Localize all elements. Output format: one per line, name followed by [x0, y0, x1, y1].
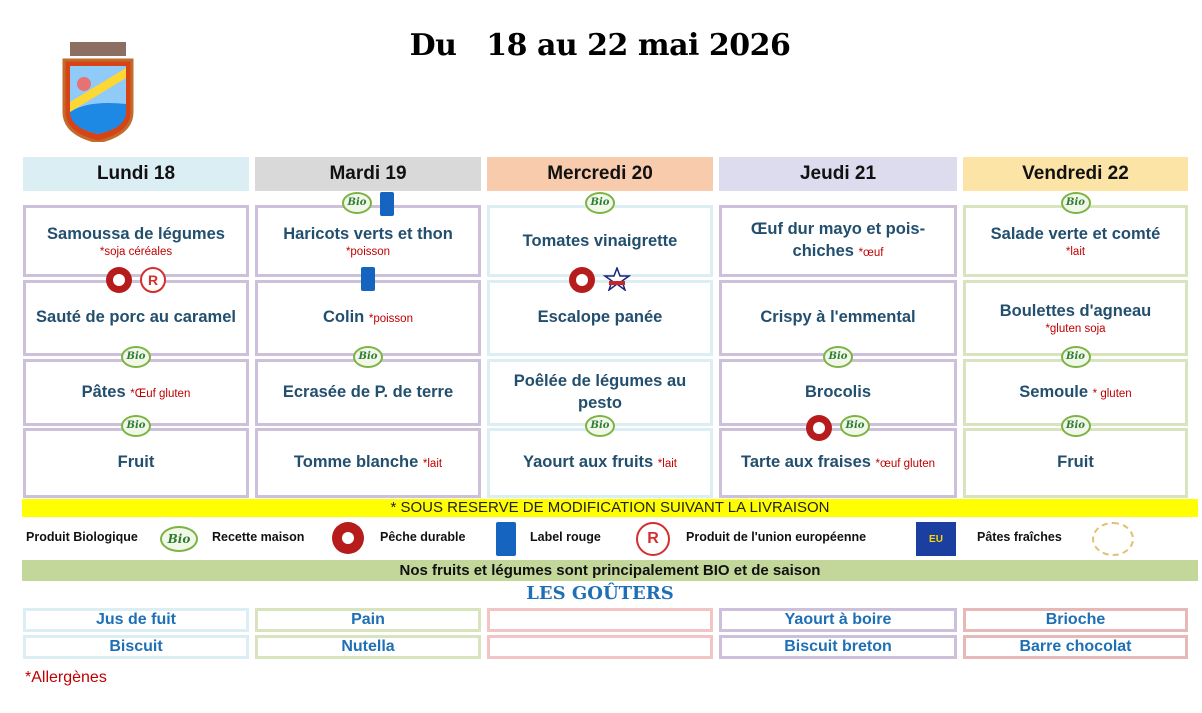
gouter-cell: [487, 635, 713, 659]
meal-cell: [963, 420, 1188, 498]
meal-icons: [258, 267, 478, 291]
gouter-cell: Pain: [255, 608, 481, 632]
bio-icon: Bio: [1061, 192, 1091, 214]
meal-allergens: *Œuf gluten: [130, 387, 191, 400]
meal-allergens: *œuf gluten: [875, 458, 935, 470]
bio-icon: Bio: [353, 346, 383, 368]
meal-name: Poêlée de légumes au pesto: [513, 371, 687, 412]
meal-name: Sauté de porc au caramel: [36, 308, 236, 326]
meal-name: Tomates vinaigrette: [522, 232, 678, 250]
meal-text: [728, 218, 948, 264]
meal-name: Tomme blanche: [293, 453, 419, 471]
gouter-cell: [487, 608, 713, 632]
meal-icons: [490, 192, 710, 214]
meal-name: Semoule: [1019, 382, 1089, 401]
meal-name: Yaourt aux fruits: [523, 453, 654, 471]
meal-icons: [26, 415, 246, 437]
meal-text: [82, 381, 191, 405]
meal-icons: [490, 415, 710, 437]
meal-name: Brocolis: [804, 382, 872, 401]
meal-allergens: * gluten: [1092, 387, 1132, 400]
meal-allergens: *poisson: [368, 313, 413, 325]
meal-icons: [258, 192, 478, 216]
chef-icon: [569, 267, 595, 293]
meal-icons: [722, 346, 954, 368]
meal-cell: [719, 420, 957, 498]
eu-flag-icon: EU: [916, 522, 956, 556]
gouter-cell: Barre chocolat: [963, 635, 1188, 659]
fruit-banner: Nos fruits et légumes sont principalement BIO et de saison: [22, 560, 1198, 581]
meal-name: Haricots verts et thon: [283, 225, 453, 243]
meal-cell: [963, 197, 1188, 277]
meal-cell: [719, 205, 957, 277]
bio-icon: Bio: [840, 415, 870, 437]
meal-name: Boulettes d'agneau: [999, 302, 1152, 320]
meal-text: [496, 370, 704, 416]
bio-icon: Bio: [585, 192, 615, 214]
meal-text: [1057, 451, 1094, 475]
meal-text: [118, 451, 155, 475]
meal-name: Œuf dur mayo et pois-chiches: [750, 220, 926, 260]
legend-label-rouge-label: Label rouge: [530, 530, 601, 544]
meal-icons: [722, 415, 954, 441]
meal-cell: [255, 351, 481, 426]
day-header-vendredi: Vendredi 22: [963, 157, 1188, 191]
msc-icon: [380, 192, 394, 216]
page-title: Du 18 au 22 mai 2026: [409, 28, 791, 63]
meal-cell: [23, 272, 249, 356]
meal-cell: [719, 280, 957, 356]
meal-text: [36, 306, 236, 330]
legend: [22, 520, 1198, 556]
label-rouge-icon: R: [636, 522, 670, 556]
legend-pates-label: Pâtes fraîches: [977, 530, 1062, 544]
legend-bio-label: Produit Biologique: [26, 530, 138, 544]
meal-text: [760, 306, 915, 330]
meal-icons: [966, 415, 1185, 437]
msc-icon: [361, 267, 375, 291]
meal-cell: [255, 280, 481, 356]
meal-allergens: *lait: [422, 458, 443, 470]
meal-cell: [963, 280, 1188, 356]
meal-icons: [966, 192, 1185, 214]
meal-allergens: *lait: [657, 458, 677, 470]
meal-text: [523, 451, 677, 475]
bio-icon: Bio: [121, 415, 151, 437]
meal-name: Fruit: [1057, 453, 1094, 471]
meal-allergens: *poisson: [345, 246, 391, 258]
bio-icon: Bio: [342, 192, 372, 214]
day-header-lundi: Lundi 18: [23, 157, 249, 191]
town-crest-logo: [58, 42, 138, 142]
day-header-mardi: Mardi 19: [255, 157, 481, 191]
meal-cell: [255, 428, 481, 498]
bio-icon: Bio: [160, 526, 198, 552]
legend-recette-label: Recette maison: [212, 530, 305, 544]
origine-france-icon: [603, 267, 631, 291]
day-header-mercredi: Mercredi 20: [487, 157, 713, 191]
gouter-cell: Nutella: [255, 635, 481, 659]
gouter-cell: Biscuit: [23, 635, 249, 659]
bio-icon: Bio: [1061, 415, 1091, 437]
meal-text: [323, 306, 413, 330]
gouter-cell: Brioche: [963, 608, 1188, 632]
meal-icons: [26, 267, 246, 293]
meal-text: [523, 230, 678, 252]
meal-text: [294, 451, 442, 475]
day-header-jeudi: Jeudi 21: [719, 157, 957, 191]
meal-icons: [26, 346, 246, 368]
meal-icons: [258, 346, 478, 368]
gouter-cell: Jus de fuit: [23, 608, 249, 632]
meal-name: Escalope panée: [537, 308, 663, 326]
legend-ue-label: Produit de l'union européenne: [686, 530, 867, 544]
meal-icons: [490, 267, 710, 293]
meal-text: [283, 223, 453, 245]
meal-name: Salade verte et comté: [990, 225, 1161, 243]
chef-icon: [106, 267, 132, 293]
meal-name: Ecrasée de P. de terre: [282, 382, 454, 401]
meal-text: [47, 223, 225, 245]
gouters-title: LES GOÛTERS: [526, 583, 674, 604]
meal-allergens: *gluten soja: [1045, 323, 1106, 335]
meal-name: Samoussa de légumes: [47, 225, 225, 243]
bio-icon: Bio: [1061, 346, 1091, 368]
meal-allergens: *lait: [1065, 246, 1086, 258]
gouter-cell: Biscuit breton: [719, 635, 957, 659]
bio-icon: Bio: [823, 346, 853, 368]
meal-cell: [487, 280, 713, 356]
pates-fraiches-icon: [1092, 522, 1134, 556]
meal-text: [805, 381, 871, 405]
meal-text: [991, 223, 1161, 245]
bio-icon: Bio: [121, 346, 151, 368]
legend-peche-label: Pêche durable: [380, 530, 466, 544]
meal-name: Fruit: [117, 453, 155, 471]
meal-text: [538, 306, 663, 330]
meal-allergens: *œuf: [858, 247, 884, 259]
meal-icons: [966, 346, 1185, 368]
meal-name: Pâtes: [81, 382, 126, 401]
label-rouge-icon: R: [140, 267, 166, 293]
allergens-note: *Allergènes: [25, 669, 107, 686]
meal-text: [283, 381, 453, 405]
meal-allergens: *soja céréales: [99, 246, 173, 258]
msc-fish-icon: [496, 522, 516, 556]
bio-icon: Bio: [585, 415, 615, 437]
meal-text: [741, 451, 935, 475]
meal-text: [1019, 381, 1131, 405]
meal-cell: [23, 420, 249, 498]
chef-icon: [332, 522, 364, 554]
meal-name: Tarte aux fraises: [741, 453, 871, 471]
gouter-cell: Yaourt à boire: [719, 608, 957, 632]
meal-cell: [487, 420, 713, 498]
meal-name: Crispy à l'emmental: [760, 308, 916, 326]
chef-icon: [806, 415, 832, 441]
meal-text: [1000, 300, 1152, 322]
meal-name: Colin: [323, 308, 365, 326]
warning-banner: * SOUS RESERVE DE MODIFICATION SUIVANT LA LIVRAISON: [22, 499, 1198, 517]
